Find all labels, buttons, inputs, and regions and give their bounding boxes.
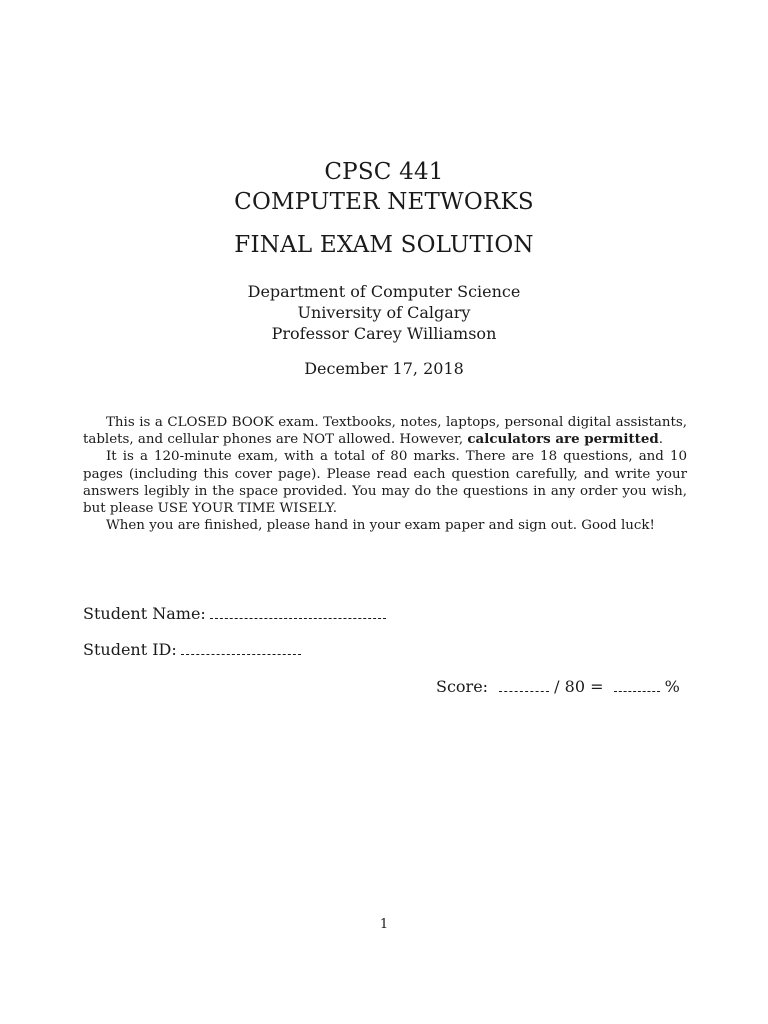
exam-date: December 17, 2018	[304, 359, 464, 378]
percent-blank[interactable]	[614, 679, 660, 692]
exam-title: FINAL EXAM SOLUTION	[234, 232, 534, 258]
student-id-blank[interactable]	[181, 642, 301, 655]
instructions-p1-bold: calculators are permitted	[467, 431, 659, 448]
student-id-label: Student ID:	[83, 640, 177, 659]
course-name: COMPUTER NETWORKS	[234, 189, 534, 215]
score-total: / 80 =	[554, 677, 604, 696]
professor: Professor Carey Williamson	[271, 324, 497, 343]
university: University of Calgary	[297, 303, 471, 322]
department: Department of Computer Science	[247, 282, 521, 301]
instructions-p1-text: This is a CLOSED BOOK exam. Textbooks, notes, laptops, personal digital assistants, tablets, and cellular phones are NOT allowed. However,	[83, 415, 687, 448]
score-blank[interactable]	[499, 679, 549, 692]
page-number: 1	[379, 917, 389, 932]
student-name-row	[83, 603, 386, 625]
course-code: CPSC 441	[324, 159, 444, 185]
student-name-blank[interactable]	[210, 606, 386, 619]
student-name-label: Student Name:	[83, 604, 206, 623]
score-row	[436, 676, 680, 698]
instructions-p1-end: .	[658, 432, 663, 448]
instructions-paragraph-2: It is a 120-minute exam, with a total of 80 marks. There are 18 questions, and 10 pages (including this cover page). Please read each question carefully, and write your answers legibly in the space provided. You may do the questions in any order you wish, but please USE YOUR TIME WISELY.	[83, 449, 687, 517]
instructions-paragraph-1	[83, 414, 687, 448]
percent-sign: %	[664, 677, 680, 696]
score-label: Score:	[436, 677, 489, 696]
student-id-row	[83, 639, 301, 661]
instructions-paragraph-3: When you are finished, please hand in your exam paper and sign out. Good luck!	[106, 518, 655, 534]
instructions	[83, 414, 687, 534]
